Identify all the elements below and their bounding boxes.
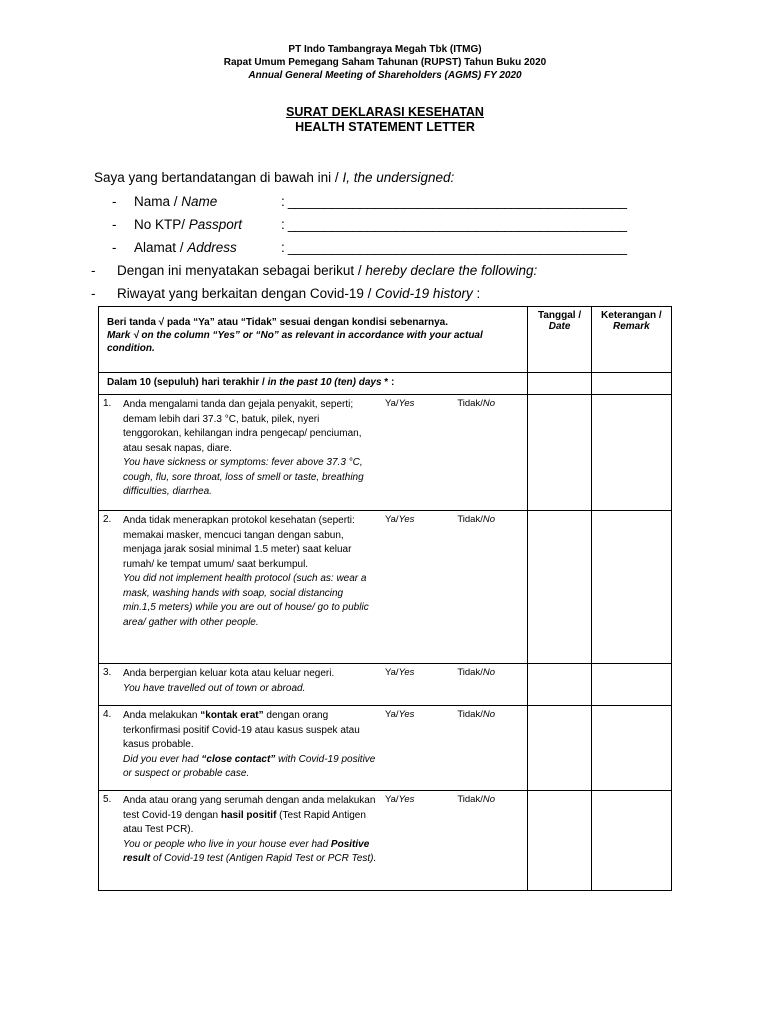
no-option[interactable]: Tidak/No <box>457 514 495 525</box>
period-date-cell <box>528 373 591 395</box>
date-cell[interactable] <box>528 395 591 511</box>
meeting-title-id: Rapat Umum Pemegang Saham Tahunan (RUPST) Tahun Buku 2020 <box>223 57 547 68</box>
remark-header <box>591 307 671 373</box>
no-option[interactable]: Tidak/No <box>457 794 495 805</box>
question-text-id: Anda mengalami tanda dan gejala penyakit, seperti; demam lebih dari 37.3 °C, batuk, pilek, nyeri tenggorokan, kehilangan indra pengecap/ penciuman, atau sesak napas, diare. <box>123 399 362 454</box>
field-label-id: No KTP/ <box>134 217 189 232</box>
question-cell-5 <box>99 791 528 891</box>
date-header-id: Tanggal / <box>537 310 582 321</box>
question-text-en: You have travelled out of town or abroad. <box>123 682 306 694</box>
history-dash: - <box>91 286 96 301</box>
question-number: 1. <box>103 398 112 409</box>
period-cell <box>99 373 528 395</box>
no-option[interactable]: Tidak/No <box>457 667 495 678</box>
period-en: in the past 10 (ten) days <box>267 377 382 388</box>
question-cell-2 <box>99 511 528 664</box>
date-cell[interactable] <box>528 791 591 891</box>
period-tail: * : <box>381 377 395 388</box>
question-number: 2. <box>103 514 112 525</box>
declare-line <box>117 263 537 278</box>
intro-id: Saya yang bertandatangan di bawah ini / <box>94 170 343 185</box>
field-dash: - <box>112 194 117 209</box>
letter-title-en: HEALTH STATEMENT LETTER <box>295 120 475 134</box>
intro-line <box>94 170 454 185</box>
period-remark-cell <box>591 373 671 395</box>
passport-field[interactable]: : _______________________________________________ <box>281 217 627 232</box>
health-table <box>98 306 672 891</box>
company-name: PT Indo Tambangraya Megah Tbk (ITMG) <box>288 44 482 55</box>
date-cell[interactable] <box>528 706 591 791</box>
table-row <box>99 706 672 791</box>
date-cell[interactable] <box>528 511 591 664</box>
history-en: Covid-19 history <box>375 286 473 301</box>
declare-dash: - <box>91 263 96 278</box>
field-label-en: Address <box>187 240 237 255</box>
yes-option[interactable]: Ya/Yes <box>385 709 415 720</box>
remark-cell[interactable] <box>591 395 671 511</box>
period-id: Dalam 10 (sepuluh) hari terakhir / <box>107 377 268 388</box>
yes-option[interactable]: Ya/Yes <box>385 667 415 678</box>
field-label-en: Passport <box>188 217 243 232</box>
table-row <box>99 511 672 664</box>
yes-option[interactable]: Ya/Yes <box>385 794 415 805</box>
question-text-en: You have sickness or symptoms: fever above 37.3 °C, cough, flu, sore throat, loss of smell or taste, breathing difficulties, diarrhea. <box>123 457 364 497</box>
question-text-id: Anda melakukan “kontak erat” dengan orang terkonfirmasi positif Covid-19 atau kasus suspek atau kasus probable. <box>123 710 360 750</box>
period-row <box>99 373 672 395</box>
field-label-address <box>134 240 237 255</box>
intro-en: I, the undersigned: <box>342 170 455 185</box>
question-text-en: You did not implement health protocol (such as: wear a mask, washing hands with soap, social distancing min.1,5 meters) while you are out of house/ go to public area/ gather with other people. <box>123 573 369 628</box>
instruction-cell <box>99 307 528 373</box>
table-header-row <box>99 307 672 373</box>
history-tail: : <box>472 286 481 301</box>
letter-title-id: SURAT DEKLARASI KESEHATAN <box>286 105 484 119</box>
question-number: 5. <box>103 794 112 805</box>
field-label-passport <box>134 217 242 232</box>
history-line <box>117 286 480 301</box>
table-row <box>99 664 672 706</box>
field-label-en: Name <box>181 194 218 209</box>
no-option[interactable]: Tidak/No <box>457 709 495 720</box>
remark-cell[interactable] <box>591 511 671 664</box>
declare-id: Dengan ini menyatakan sebagai berikut / <box>117 263 366 278</box>
instruction-id: Beri tanda √ pada “Ya” atau “Tidak” sesuai dengan kondisi sebenarnya. <box>107 317 448 328</box>
address-field[interactable]: : _______________________________________________ <box>281 240 627 255</box>
question-cell-4 <box>99 706 528 791</box>
table-row <box>99 791 672 891</box>
remark-cell[interactable] <box>591 664 671 706</box>
instruction-en: Mark √ on the column “Yes” or “No” as relevant in accordance with your actual condition. <box>107 330 483 354</box>
no-option[interactable]: Tidak/No <box>457 398 495 409</box>
remark-cell[interactable] <box>591 706 671 791</box>
date-cell[interactable] <box>528 664 591 706</box>
date-header <box>528 307 591 373</box>
field-label-name <box>134 194 217 209</box>
question-text-id: Anda tidak menerapkan protokol kesehatan (seperti: memakai masker, mencuci tangan dengan sabun, menjaga jarak sosial minimal 1.5 meter) saat keluar rumah/ ke tempat umum/ saat berkumpul. <box>123 515 355 570</box>
field-label-id: Alamat / <box>134 240 188 255</box>
question-cell-3 <box>99 664 528 706</box>
name-field[interactable]: : _______________________________________________ <box>281 194 627 209</box>
date-header-en: Date <box>548 321 571 332</box>
question-number: 4. <box>103 709 112 720</box>
yes-option[interactable]: Ya/Yes <box>385 514 415 525</box>
remark-header-en: Remark <box>612 321 650 332</box>
remark-header-id: Keterangan / <box>601 310 662 321</box>
question-text-en: Did you ever had “close contact” with Covid-19 positive or suspect or probable case. <box>123 753 376 779</box>
declare-en: hereby declare the following: <box>365 263 538 278</box>
field-label-id: Nama / <box>134 194 182 209</box>
meeting-title-en: Annual General Meeting of Shareholders (AGMS) FY 2020 <box>248 70 522 81</box>
table-row <box>99 395 672 511</box>
question-text-en: You or people who live in your house ever had Positive result of Covid-19 test (Antigen Rapid Test or PCR Test). <box>123 838 377 864</box>
remark-cell[interactable] <box>591 791 671 891</box>
question-cell-1 <box>99 395 528 511</box>
field-dash: - <box>112 240 117 255</box>
question-number: 3. <box>103 667 112 678</box>
question-text-id: Anda atau orang yang serumah dengan anda melakukan test Covid-19 dengan hasil positif (Test Rapid Antigen atau Test PCR). <box>123 795 376 835</box>
yes-option[interactable]: Ya/Yes <box>385 398 415 409</box>
question-text-id: Anda berpergian keluar kota atau keluar negeri. <box>123 668 335 679</box>
history-id: Riwayat yang berkaitan dengan Covid-19 / <box>117 286 376 301</box>
field-dash: - <box>112 217 117 232</box>
